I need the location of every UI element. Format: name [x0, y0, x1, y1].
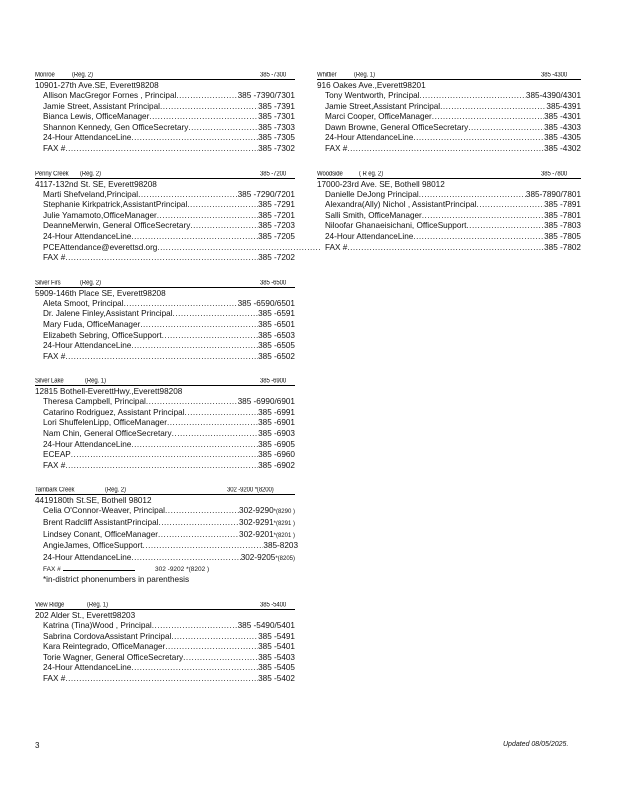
fax-label: FAX #	[43, 566, 61, 574]
school-block-monroe	[35, 70, 295, 155]
updated-date: Updated 08/05/2025.	[503, 741, 569, 748]
school-name: Whittier	[317, 72, 337, 79]
footnote: *in-district phonenumbers in parenthesis	[43, 575, 190, 585]
header-rule	[35, 79, 295, 80]
contact-row: Aleta Smoot, Principal ..... 385 -6590/6501	[35, 299, 295, 310]
school-name: Tambark Creek	[35, 487, 75, 495]
contact-row: FAX # ..... 385 -6902	[35, 461, 295, 472]
header-rule	[35, 494, 295, 495]
contact-row: FAX # ..... 385 -7802	[317, 243, 581, 254]
column-right	[317, 70, 581, 267]
contact-row: Catarino Rodriguez, Assistant Principal ..... 385 -6991	[35, 408, 295, 419]
school-phone: 385 -4300	[541, 72, 568, 79]
contact-row: FAX # ..... 385 -6502	[35, 352, 295, 363]
school-name: Silver Firs	[35, 279, 61, 287]
contact-row: 24-Hour AttendanceLine ..... 302-9205*(8205)	[35, 553, 295, 565]
in-district-ext: *(8290 )	[273, 509, 295, 516]
contact-row: Shannon Kennedy, Gen OfficeSecretary ..... 385 -7303	[35, 123, 295, 134]
school-block-penny-creek	[35, 169, 295, 264]
contact-row: FAX # ..... 385 -7202	[35, 253, 295, 264]
contact-row: Nam Chin, General OfficeSecretary ..... 385 -6903	[35, 429, 295, 440]
header-rule	[317, 79, 581, 80]
contact-row: Julie Yamamoto,OfficeManager ..... 385 -7201	[35, 211, 295, 222]
contact-row: 24-Hour AttendanceLine ..... 385 -4305	[317, 133, 581, 144]
contact-row: Marti Shefveland,Principal ..... 385 -7290/7201	[35, 190, 295, 201]
school-address: 4419180th St.SE, Bothell 98012	[35, 496, 152, 506]
attendance-email[interactable]: PCEAttendance@everettsd.org	[43, 242, 158, 252]
school-address: 17000-23rd Ave. SE, Bothell 98012	[317, 179, 445, 189]
contact-row: Elizabeth Sebring, OfficeSupport ..... 385 -6503	[35, 331, 295, 342]
contact-row: AngieJames, OfficeSupport ..... 385-8203	[35, 541, 295, 553]
school-phone: 385 -7800	[541, 170, 568, 178]
header-rule	[35, 609, 295, 610]
fax-row	[35, 564, 295, 575]
contact-row: Theresa Campbell, Principal ..... 385 -6990/6901	[35, 397, 295, 408]
contact-row: ECEAP ..... 385 -6960	[35, 450, 295, 461]
school-address: 10901-27th Ave.SE, Everett98208	[35, 81, 159, 90]
school-block-tambark-creek	[35, 485, 298, 586]
school-region: (Reg. 1)	[85, 378, 106, 386]
contact-row: Mary Fuda, OfficeManager ..... 385 -6501	[35, 320, 295, 331]
in-district-ext: *(8205)	[275, 555, 295, 562]
school-region: (Reg. 2)	[80, 170, 101, 178]
contact-row: DeanneMerwin, General OfficeSecretary ..... 385 -7203	[35, 221, 295, 232]
contact-row: Tony Wentworth, Principal ..... 385-4390/4301	[317, 91, 581, 102]
contact-row: Alexandra(Ally) Nichol , AssistantPrincipal ..... 385 -7891	[317, 200, 581, 211]
contact-row: FAX # ..... 385 -7302	[35, 144, 295, 155]
school-name: Silver Lake	[35, 378, 64, 386]
column-left	[35, 70, 298, 699]
contact-row: Jamie Street, Assistant Principal ..... 385 -7391	[35, 102, 295, 113]
contact-row: Bianca Lewis, OfficeManager ..... 385 -7301	[35, 112, 295, 123]
school-header	[35, 276, 295, 286]
school-header	[317, 69, 581, 79]
school-name: Monroe	[35, 72, 55, 79]
contact-row: Dawn Browne, General OfficeSecretary ..... 385 -4303	[317, 123, 581, 134]
school-header	[35, 69, 295, 79]
header-rule	[35, 385, 295, 386]
contact-row: Brent Radcliff AssistantPrincipal ..... 302-9291*(8291 )	[35, 518, 295, 530]
school-address: 916 Oakes Ave.,Everett98201	[317, 81, 426, 90]
contact-row: Dr. Jalene Finley,Assistant Principal ..... 385 -6591	[35, 309, 295, 320]
contact-row: FAX # ..... 385 -4302	[317, 144, 581, 155]
school-region: (Reg. 1)	[87, 602, 108, 609]
fax-number: 302 -9202 *(8202 )	[155, 566, 210, 574]
contact-row: Salli Smith, OfficeManager ..... 385 -7801	[317, 211, 581, 222]
contact-row: FAX # ..... 385 -5402	[35, 674, 295, 685]
school-name: View Ridge	[35, 602, 65, 609]
contact-row: Lori ShuffelenLipp, OfficeManager ..... 385 -6901	[35, 418, 295, 429]
contact-row: Lindsey Conant, OfficeManager ..... 302-9201*(8201 )	[35, 530, 295, 542]
contact-row: Celia O'Connor-Weaver, Principal ..... 302-9290*(8290 )	[35, 506, 295, 518]
contact-row: Torie Wagner, General OfficeSecretary ..... 385 -5403	[35, 653, 295, 664]
school-header	[35, 375, 295, 385]
school-address: 4117-132nd St. SE, Everett98208	[35, 179, 157, 189]
in-district-ext: *(8291 )	[273, 521, 295, 528]
in-district-ext: *(8201 )	[273, 532, 295, 539]
school-region: (Reg. 1)	[354, 72, 375, 79]
school-region: ( R eg. 2)	[359, 170, 384, 178]
contact-row: Katrina (Tina)Wood , Principal ..... 385 -5490/5401	[35, 621, 295, 632]
school-phone: 302 -9200 *(8200)	[227, 487, 274, 495]
school-address: 5909-146th Place SE, Everett98208	[35, 288, 166, 298]
contact-row: Marci Cooper, OfficeManager ..... 385 -4301	[317, 112, 581, 123]
school-block-silver-lake	[35, 376, 295, 471]
contact-row: 24-Hour AttendanceLine ..... 385 -6505	[35, 341, 295, 352]
school-phone: 385 -6900	[260, 378, 287, 386]
school-block-silver-firs	[35, 278, 295, 363]
school-header	[35, 599, 295, 609]
school-phone: 385 -7300	[260, 72, 287, 79]
contact-row: Danielle DeJong Principal ..... 385-7890/7801	[317, 190, 581, 201]
email-row	[35, 243, 295, 254]
page-number: 3	[35, 741, 40, 750]
school-name: Woodside	[317, 170, 343, 178]
school-region: (Reg. 2)	[105, 487, 126, 495]
contact-row: 24-Hour AttendanceLine ..... 385 -7305	[35, 133, 295, 144]
contact-row: Sabrina CordovaAssistant Principal ..... 385 -5491	[35, 632, 295, 643]
contact-row: 24-Hour AttendanceLine ..... 385 -6905	[35, 440, 295, 451]
school-header	[35, 484, 295, 494]
contact-row: 24-Hour AttendanceLine ..... 385 -5405	[35, 663, 295, 674]
school-address: 202 Alder St., Everett98203	[35, 611, 136, 620]
contact-row: 24-Hour AttendanceLine ..... 385 -7805	[317, 232, 581, 243]
school-name: Penny Creek	[35, 170, 69, 178]
contact-row: Allison MacGregor Fornes , Principal ..... 385 -7390/7301	[35, 91, 295, 102]
school-block-whittier	[317, 70, 581, 155]
contact-row: Kara Reintegrado, OfficeManager ..... 385 -5401	[35, 642, 295, 653]
school-phone: 385 -7200	[260, 170, 287, 178]
school-phone: 385 -6500	[260, 279, 287, 287]
fax-underline	[63, 564, 135, 571]
contact-row: Jamie Street,Assistant Principal ..... 385-4391	[317, 102, 581, 113]
school-header	[35, 167, 295, 177]
school-block-woodside	[317, 169, 581, 254]
contact-row: Stephanie Kirkpatrick,AssistantPrincipal ..... 385 -7291	[35, 200, 295, 211]
school-region: (Reg. 2)	[72, 72, 93, 79]
school-region: (Reg. 2)	[80, 279, 101, 287]
contact-row: 24-Hour AttendanceLine ..... 385 -7205	[35, 232, 295, 243]
contact-row: Niloofar Ghanaeisichani, OfficeSupport ..... 385 -7803	[317, 221, 581, 232]
school-phone: 385 -5400	[260, 602, 287, 609]
school-block-view-ridge	[35, 600, 295, 685]
school-header	[317, 167, 581, 177]
school-address: 12815 Bothell-EverettHwy.,Everett98208	[35, 387, 183, 397]
